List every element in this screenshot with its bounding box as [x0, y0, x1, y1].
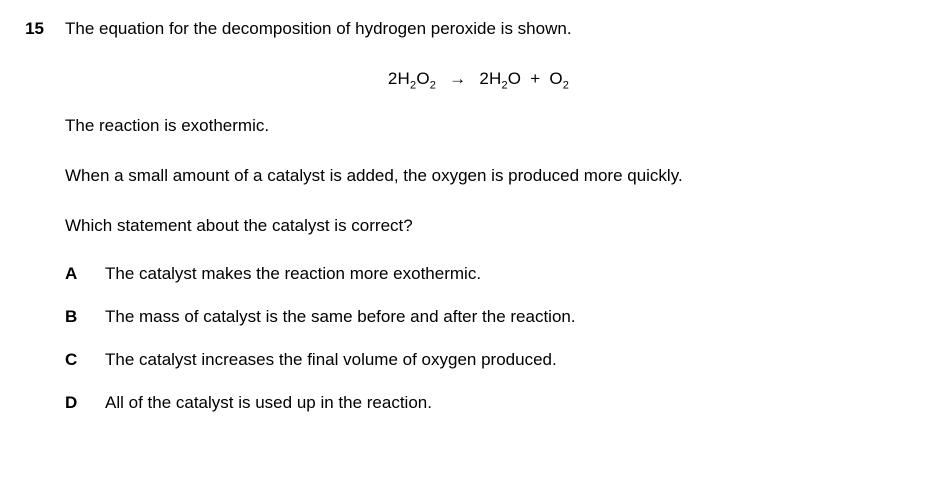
option-a[interactable] — [65, 262, 947, 285]
option-d[interactable] — [65, 391, 947, 414]
option-letter: A — [65, 264, 78, 283]
question-header — [0, 0, 947, 41]
option-letter: D — [65, 393, 78, 412]
equation-product-water: $2H_2O$ — [479, 69, 522, 92]
question-number: 15 — [25, 19, 44, 38]
equation-reactant: $2H_2O_2$ — [387, 69, 437, 92]
answer-options — [0, 262, 947, 414]
reaction-arrow-icon: → — [449, 69, 467, 88]
option-c[interactable] — [65, 348, 947, 371]
equation-product-oxygen: $O_2$ — [549, 69, 570, 92]
equation-plus-sign: + — [530, 69, 541, 88]
question-stem: The equation for the decomposition of hydrogen peroxide is shown. — [65, 19, 572, 38]
option-text: The catalyst increases the final volume of oxygen produced. — [105, 350, 557, 369]
question-prompt: Which statement about the catalyst is correct? — [65, 216, 413, 235]
option-letter: B — [65, 307, 78, 326]
option-text: The catalyst makes the reaction more exothermic. — [105, 264, 482, 283]
option-b[interactable] — [65, 305, 947, 328]
statement-exothermic: The reaction is exothermic. — [65, 116, 270, 135]
statement-catalyst: When a small amount of a catalyst is added, the oxygen is produced more quickly. — [65, 166, 683, 185]
option-letter: C — [65, 350, 78, 369]
chemical-equation — [10, 67, 947, 91]
option-text: The mass of catalyst is the same before and after the reaction. — [105, 307, 576, 326]
option-text: All of the catalyst is used up in the reaction. — [105, 393, 432, 412]
